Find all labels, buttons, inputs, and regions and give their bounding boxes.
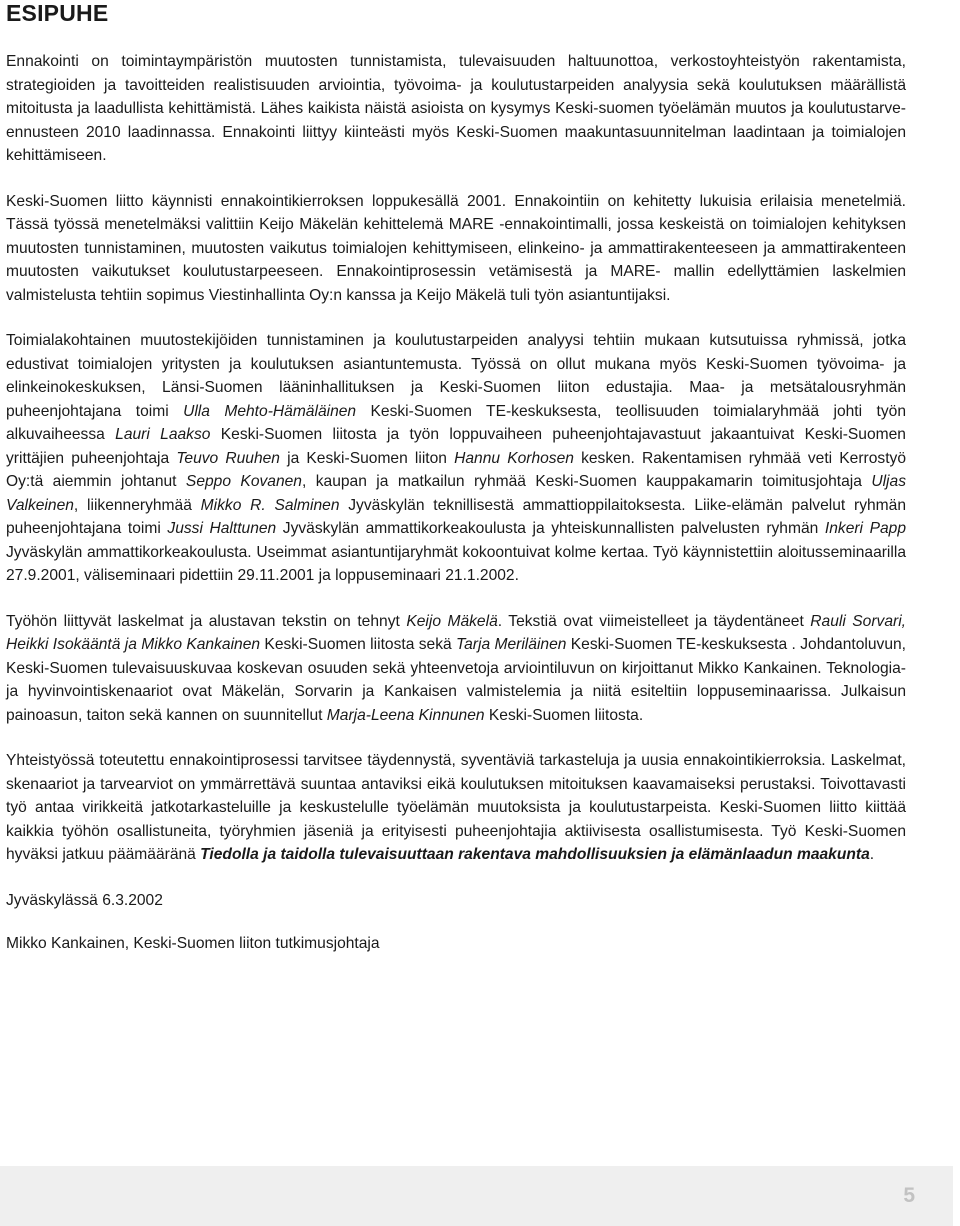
paragraph-text: ja Keski-Suomen liiton xyxy=(279,449,455,467)
paragraph-conclusion xyxy=(6,749,906,867)
person-name: Mikko R. Salminen xyxy=(200,496,340,514)
paragraph-text: Ennakointi on toimintaympäristön muutosten tunnistamista, tulevaisuuden haltuunottoa, verkostoyhteistyön rakentamista, strategioiden ja tavoitteiden realistisuuden arviointia, työvoima- ja koulutustarpeiden analyysia sekä koulutuksen määrällistä mitoitusta ja laadullista kehittämistä. Lähes kaikista näistä asioista on kysymys Keski-suomen työelämän muutos ja koulutustarve-ennusteen 2010 laadinnassa. Ennakointi liittyy kiinteästi myös Keski-Suomen maakuntasuunnitelman laadintaan ja toimialojen kehittämiseen. xyxy=(6,53,906,164)
paragraph-intro xyxy=(6,50,906,168)
paragraph-text: Jyväskylän ammattikorkeakoulusta. Useimmat asiantuntijaryhmät kokoontuivat kolme kertaa. Työ käynnistettiin aloitusseminaarilla 27.9.2001, väliseminaari pidettiin 29.11.2001 ja loppuseminaari 21.1.2002. xyxy=(6,543,906,584)
person-name: Keijo Mäkelä xyxy=(406,612,498,630)
signature-place-date: Jyväskylässä 6.3.2002 xyxy=(6,891,163,909)
person-name: Teuvo Ruuhen xyxy=(176,449,280,467)
person-name: Rauli Sorvari, Heikki Isokääntä ja Mikko Kankainen xyxy=(6,612,907,653)
paragraph-text: kesken. Rakentamisen ryhmää veti Kerrostyö Oy:tä aiemmin johtanut xyxy=(6,449,906,490)
person-name: Lauri Laakso xyxy=(115,426,211,443)
paragraph-authors xyxy=(6,610,906,728)
paragraph-text: . Tekstiä ovat viimeistelleet ja täydentäneet xyxy=(497,612,811,630)
paragraph-text: , liikenneryhmää xyxy=(73,496,201,514)
person-name: Ulla Mehto-Hämäläinen xyxy=(183,402,357,420)
paragraph-text: Toimialakohtainen muutostekijöiden tunnistaminen ja koulutustarpeiden analyysi tehtiin mukaan kutsutuissa ryhmissä, jotka edustivat toimialojen yritysten ja koulutuksen asiantuntemusta. Työssä on ollut mukana myös Keski-Suomen työvoima- ja elinkeinokeskuksen, Länsi-Suomen lääninhallituksen ja Keski-Suomen liiton edustajia. Maa- ja metsätalousryhmän puheenjohtajana toimi xyxy=(6,332,906,420)
person-name: Jussi Halttunen xyxy=(167,520,277,537)
person-name: Seppo Kovanen xyxy=(185,473,302,490)
paragraph-text: Jyväskylän ammattikorkeakoulusta ja yhteiskunnallisten palvelusten ryhmän xyxy=(276,520,825,537)
paragraph-text: . xyxy=(869,846,875,863)
paragraph-text: Keski-Suomen liitosta ja työn loppuvaiheen puheenjohtajavastuut jakaantuivat Keski-Suomen yrittäjien puheenjohtaja xyxy=(6,426,906,467)
paragraph-text: Keski-Suomen TE-keskuksesta . Johdantoluvun, Keski-Suomen tulevaisuuskuvaa koskevan osuuden sekä yhteenvetoja arviointiluvun on kirjoittanut Mikko Kankainen. Teknologia- ja hyvinvointiskenaariot ovat Mäkelän, Sorvarin ja Kankaisen valmistelemia ja niitä esiteltiin loppuseminaarissa. Julkaisun painoasun, taiton sekä kannen on suunnitellut xyxy=(6,636,906,724)
page-title: ESIPUHE xyxy=(6,0,109,26)
paragraph-working-groups xyxy=(6,329,906,588)
page-footer xyxy=(0,1166,953,1226)
page-number: 5 xyxy=(903,1184,915,1207)
motto: Tiedolla ja taidolla tulevaisuuttaan rakentava mahdollisuuksien ja elämänlaadun maakunta xyxy=(200,846,870,863)
person-name: Marja-Leena Kinnunen xyxy=(326,706,485,724)
signature-author: Mikko Kankainen, Keski-Suomen liiton tutkimusjohtaja xyxy=(6,935,380,952)
document-body xyxy=(6,50,906,978)
paragraph-text: Työhön liittyvät laskelmat ja alustavan tekstin on tehnyt xyxy=(6,612,407,630)
paragraph-text: Keski-Suomen liitosta sekä xyxy=(260,636,457,653)
person-name: Hannu Korhosen xyxy=(454,449,574,467)
person-name: Inkeri Papp xyxy=(824,520,907,537)
paragraph-text: Jyväskylän teknillisestä ammattioppilaitoksesta. Liike-elämän palvelut ryhmän puheenjohtajana toimi xyxy=(6,496,906,537)
paragraph-text: Keski-Suomen liitosta. xyxy=(484,706,644,724)
person-name: Uljas Valkeinen xyxy=(6,473,906,514)
paragraph-process xyxy=(6,190,906,308)
paragraph-text: Keski-Suomen TE-keskuksesta, teollisuuden toimialaryhmää johti työn alkuvaiheessa xyxy=(6,402,906,443)
person-name: Tarja Meriläinen xyxy=(456,636,567,653)
paragraph-text: Yhteistyössä toteutettu ennakointiprosessi tarvitsee täydennystä, syventäviä tarkasteluja ja uusia ennakointikierroksia. Laskelmat, skenaariot ja tarvearviot on ymmärrettävä suuntaa antaviksi eikä koulutuksen mitoituksen kaavamaiseksi perustaksi. Toivottavasti työ antaa virikkeitä jatkotarkasteluille ja keskustelulle työelämän muutoksista ja koulutustarpeista. Keski-Suomen liitto kiittää kaikkia työhön osallistuneita, työryhmien jäseniä ja erityisesti puheenjohtajia aktiivisesta osallistumisesta. Työ Keski-Suomen hyväksi jatkuu päämääränä xyxy=(6,752,906,863)
paragraph-text: Keski-Suomen liitto käynnisti ennakointikierroksen loppukesällä 2001. Ennakointiin on kehitetty lukuisia erilaisia menetelmiä. Tässä työssä menetelmäksi valittiin Keijo Mäkelän kehittelemä MARE -ennakointimalli, jossa keskeistä on toimialojen kehityksen muutosten tunnistaminen, muutosten vaikutus toimialojen kehittymiseen, elinkeino- ja ammattirakenteeseen ja ammattirakenteen muutosten vaikutukset koulutustarpeeseen. Ennakointiprosessin vetämisestä ja MARE- mallin edellyttämien laskelmien valmistelusta tehtiin sopimus Viestinhallinta Oy:n kanssa ja Keijo Mäkelä tuli työn asiantuntijaksi. xyxy=(6,192,906,304)
paragraph-text: , kaupan ja matkailun ryhmää Keski-Suomen kauppakamarin toimitusjohtaja xyxy=(301,473,872,490)
